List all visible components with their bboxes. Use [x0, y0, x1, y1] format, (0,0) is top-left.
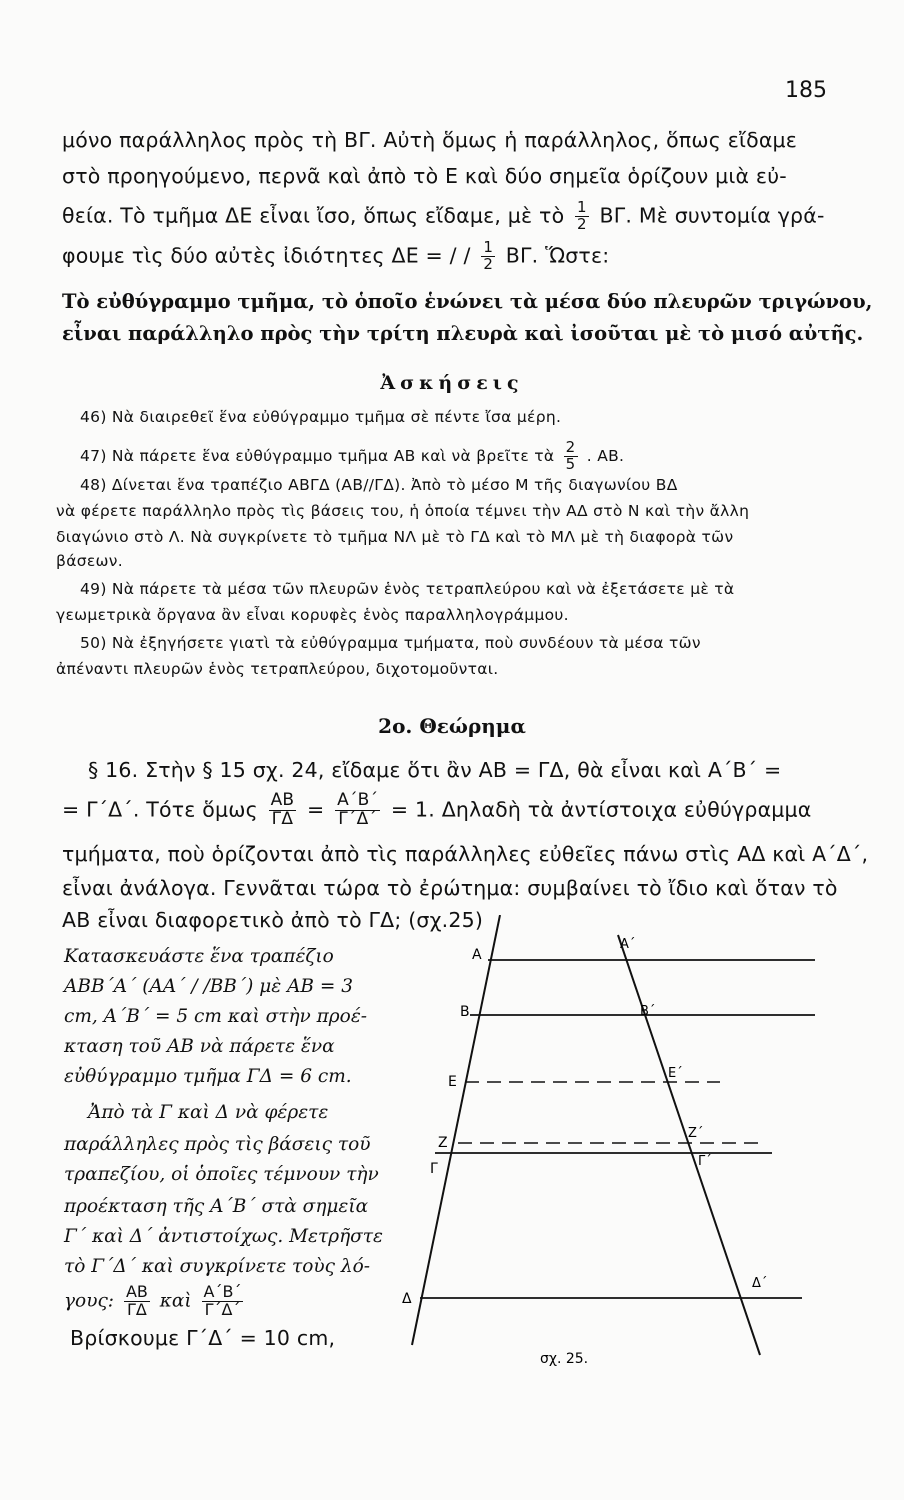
- two-fifths-num: 2: [565, 438, 576, 456]
- theorem-line-1: Τὸ εὐθύγραμμο τμῆμα, τὸ ὁποῖο ἑνώνει τὰ μέσα δύο πλευρῶν τριγώνου,: [62, 290, 873, 313]
- exercise-47-a: 47) Νὰ πάρετε ἕνα εὐθύγραμμο τμῆμα ΑΒ καὶ νὰ βρεῖτε τὰ: [80, 446, 555, 465]
- section-2-para-line-1: § 16. Στὴν § 15 σχ. 24, εἴδαμε ὅτι ἂν ΑΒ = ΓΔ, θὰ εἶναι καὶ Α΄Β΄ =: [88, 758, 782, 782]
- construction-a2b2-g2d2-num: Α΄Β΄: [203, 1282, 242, 1301]
- construction-line-5: εὐθύγραμμο τμῆμα ΓΔ = 6 cm.: [64, 1066, 352, 1087]
- exercises-heading: Ἀσκήσεις: [380, 372, 524, 394]
- exercise-50-line-1: 50) Νὰ ἐξηγήσετε γιατὶ τὰ εὐθύγραμμα τμήματα, ποὺ συνδέουν τὰ μέσα τῶν: [80, 634, 701, 652]
- construction-line-12: [64, 1284, 247, 1319]
- a2b2-over-g2d2-fraction: [335, 792, 380, 829]
- exercise-49-line-1: 49) Νὰ πάρετε τὰ μέσα τῶν πλευρῶν ἑνὸς τετραπλεύρου καὶ νὰ ἐξετάσετε μὲ τὰ: [80, 580, 735, 598]
- label-D: Δ: [402, 1291, 412, 1307]
- half-fraction-den: 2: [577, 214, 587, 233]
- section-2-para-line-5: ΑΒ εἶναι διαφορετικὸ ἀπὸ τὸ ΓΔ; (σχ.25): [62, 908, 484, 932]
- half-fraction-2-den: 2: [483, 254, 494, 273]
- construction-a2b2-g2d2-den: Γ΄Δ΄: [204, 1299, 241, 1319]
- section-2-para-line-2-a: = Γ΄Δ΄. Τότε ὅμως: [62, 797, 258, 822]
- construction-ab-gd-num: ΑΒ: [125, 1282, 148, 1301]
- construction-line-1: Κατασκευάστε ἕνα τραπέζιο: [64, 946, 334, 967]
- label-Z: Ζ: [438, 1135, 448, 1151]
- section-2-heading: 2ο. Θεώρημα: [378, 714, 526, 738]
- intro-line-3: [62, 200, 825, 233]
- label-B-prime: Β΄: [640, 1004, 656, 1019]
- half-fraction: [575, 200, 589, 233]
- ab-over-gd-num: ΑΒ: [270, 790, 295, 810]
- exercise-48-line-2: νὰ φέρετε παράλληλο πρὸς τὶς βάσεις του, ἡ ὁποία τέμνει τὴν ΑΔ στὸ Ν καὶ τὴν ἄλλη: [56, 502, 750, 520]
- exercise-47-b: . ΑΒ.: [586, 446, 625, 465]
- intro-line-2: στὸ προηγούμενο, περνᾶ καὶ ἀπὸ τὸ Ε καὶ δύο σημεῖα ὁρίζουν μιὰ εὐ-: [62, 164, 787, 188]
- half-fraction-2: [481, 240, 495, 273]
- label-A-prime: Α΄: [620, 937, 636, 952]
- exercise-48-line-3: διαγώνιο στὸ Λ. Νὰ συγκρίνετε τὸ τμῆμα ΝΛ μὲ τὸ ΓΔ καὶ τὸ ΜΛ μὲ τὴ διαφορὰ τῶν: [56, 528, 734, 546]
- exercise-48-line-4: βάσεων.: [56, 552, 123, 570]
- construction-a2b2-g2d2-fraction: [202, 1284, 244, 1319]
- construction-line-4: κταση τοῦ ΑΒ νὰ πάρετε ἕνα: [64, 1036, 335, 1057]
- construction-line-11: τὸ Γ΄Δ΄ καὶ συγκρίνετε τοὺς λό-: [64, 1256, 370, 1277]
- label-D-prime: Δ΄: [752, 1276, 768, 1291]
- ab-over-gd-den: ΓΔ: [271, 808, 294, 829]
- theorem-line-2: εἶναι παράλληλο πρὸς τὴν τρίτη πλευρὰ καὶ ἰσοῦται μὲ τὸ μισό αὐτῆς.: [62, 322, 864, 345]
- construction-line-2: ΑΒΒ΄Α΄ (ΑΑ΄ / /ΒΒ΄) μὲ ΑΒ = 3: [64, 976, 354, 997]
- a2b2-over-g2d2-num: Α΄Β΄: [337, 790, 379, 810]
- construction-result: Βρίσκουμε Γ΄Δ΄ = 10 cm,: [70, 1326, 336, 1350]
- exercise-46: 46) Νὰ διαιρεθεῖ ἕνα εὐθύγραμμο τμῆμα σὲ πέντε ἴσα μέρη.: [80, 408, 562, 426]
- ab-over-gd-fraction: [269, 792, 297, 829]
- construction-line-6: Ἀπὸ τὰ Γ καὶ Δ νὰ φέρετε: [88, 1102, 329, 1123]
- intro-line-3-a: θεία. Τὸ τμῆμα ΔΕ εἶναι ἴσο, ὅπως εἴδαμε, μὲ τὸ: [62, 203, 565, 228]
- transversal-right: [618, 935, 760, 1355]
- construction-line-9: προέκταση τῆς Α΄Β΄ στὰ σημεῖα: [64, 1196, 369, 1217]
- construction-kai: καὶ: [159, 1290, 192, 1312]
- section-2-para-line-4: εἶναι ἀνάλογα. Γεννᾶται τώρα τὸ ἐρώτημα: συμβαίνει τὸ ἴδιο καὶ ὅταν τὸ: [62, 876, 838, 900]
- label-E: Ε: [448, 1074, 457, 1090]
- construction-line-8: τραπεζίου, οἱ ὁποῖες τέμνουν τὴν: [64, 1164, 379, 1185]
- label-A: Α: [472, 947, 482, 963]
- transversal-left: [412, 915, 500, 1345]
- exercise-49-line-2: γεωμετρικὰ ὄργανα ἂν εἶναι κορυφὲς ἑνὸς παραλληλογράμμου.: [56, 606, 569, 624]
- figure-caption: σχ. 25.: [540, 1351, 589, 1367]
- half-fraction-2-num: 1: [483, 238, 494, 256]
- intro-line-3-b: ΒΓ. Μὲ συντομία γρά-: [599, 203, 825, 228]
- half-fraction-num: 1: [577, 198, 587, 216]
- exercise-47: [80, 440, 624, 473]
- intro-line-1: μόνο παράλληλος πρὸς τὴ ΒΓ. Αὐτὴ ὅμως ἡ παράλληλος, ὅπως εἴδαμε: [62, 128, 798, 152]
- construction-ab-gd-den: ΓΔ: [126, 1299, 147, 1319]
- construction-line-3: cm, Α΄Β΄ = 5 cm καὶ στὴν προέ-: [64, 1006, 368, 1027]
- label-B: Β: [460, 1004, 470, 1020]
- label-Z-prime: Ζ΄: [688, 1126, 704, 1141]
- intro-line-4-a: φουμε τὶς δύο αὐτὲς ἰδιότητες ΔΕ = / /: [62, 243, 471, 268]
- construction-line-7: παράλληλες πρὸς τὶς βάσεις τοῦ: [64, 1134, 371, 1155]
- page-number: 185: [785, 78, 827, 103]
- construction-line-10: Γ΄ καὶ Δ΄ ἀντιστοίχως. Μετρῆστε: [64, 1226, 383, 1247]
- intro-line-4-b: ΒΓ. Ὥστε:: [505, 243, 610, 268]
- exercise-50-line-2: ἀπέναντι πλευρῶν ἑνὸς τετραπλεύρου, διχοτομοῦνται.: [56, 660, 499, 678]
- label-G-prime: Γ΄: [698, 1154, 712, 1169]
- intro-line-4: [62, 240, 609, 273]
- figure-25: [400, 915, 840, 1375]
- a2b2-over-g2d2-den: Γ΄Δ΄: [338, 808, 378, 829]
- exercise-48-line-1: 48) Δίνεται ἕνα τραπέζιο ΑΒΓΔ (ΑΒ//ΓΔ). Ἀπὸ τὸ μέσο Μ τῆς διαγωνίου ΒΔ: [80, 476, 678, 494]
- section-2-para-line-3: τμήματα, ποὺ ὁρίζονται ἀπὸ τὶς παράλληλες εὐθεῖες πάνω στὶς ΑΔ καὶ Α΄Δ΄,: [62, 842, 869, 866]
- label-G: Γ: [430, 1161, 438, 1177]
- label-E-prime: Ε΄: [668, 1066, 683, 1081]
- construction-line-12-a: γους:: [64, 1290, 115, 1312]
- section-2-para-line-2: [62, 792, 812, 829]
- section-2-para-line-2-b: = 1. Δηλαδὴ τὰ ἀντίστοιχα εὐθύγραμμα: [390, 797, 812, 822]
- construction-ab-gd-fraction: [124, 1284, 150, 1319]
- two-fifths-den: 5: [565, 454, 576, 473]
- section-2-equals: =: [307, 797, 325, 822]
- two-fifths-fraction: [564, 440, 578, 473]
